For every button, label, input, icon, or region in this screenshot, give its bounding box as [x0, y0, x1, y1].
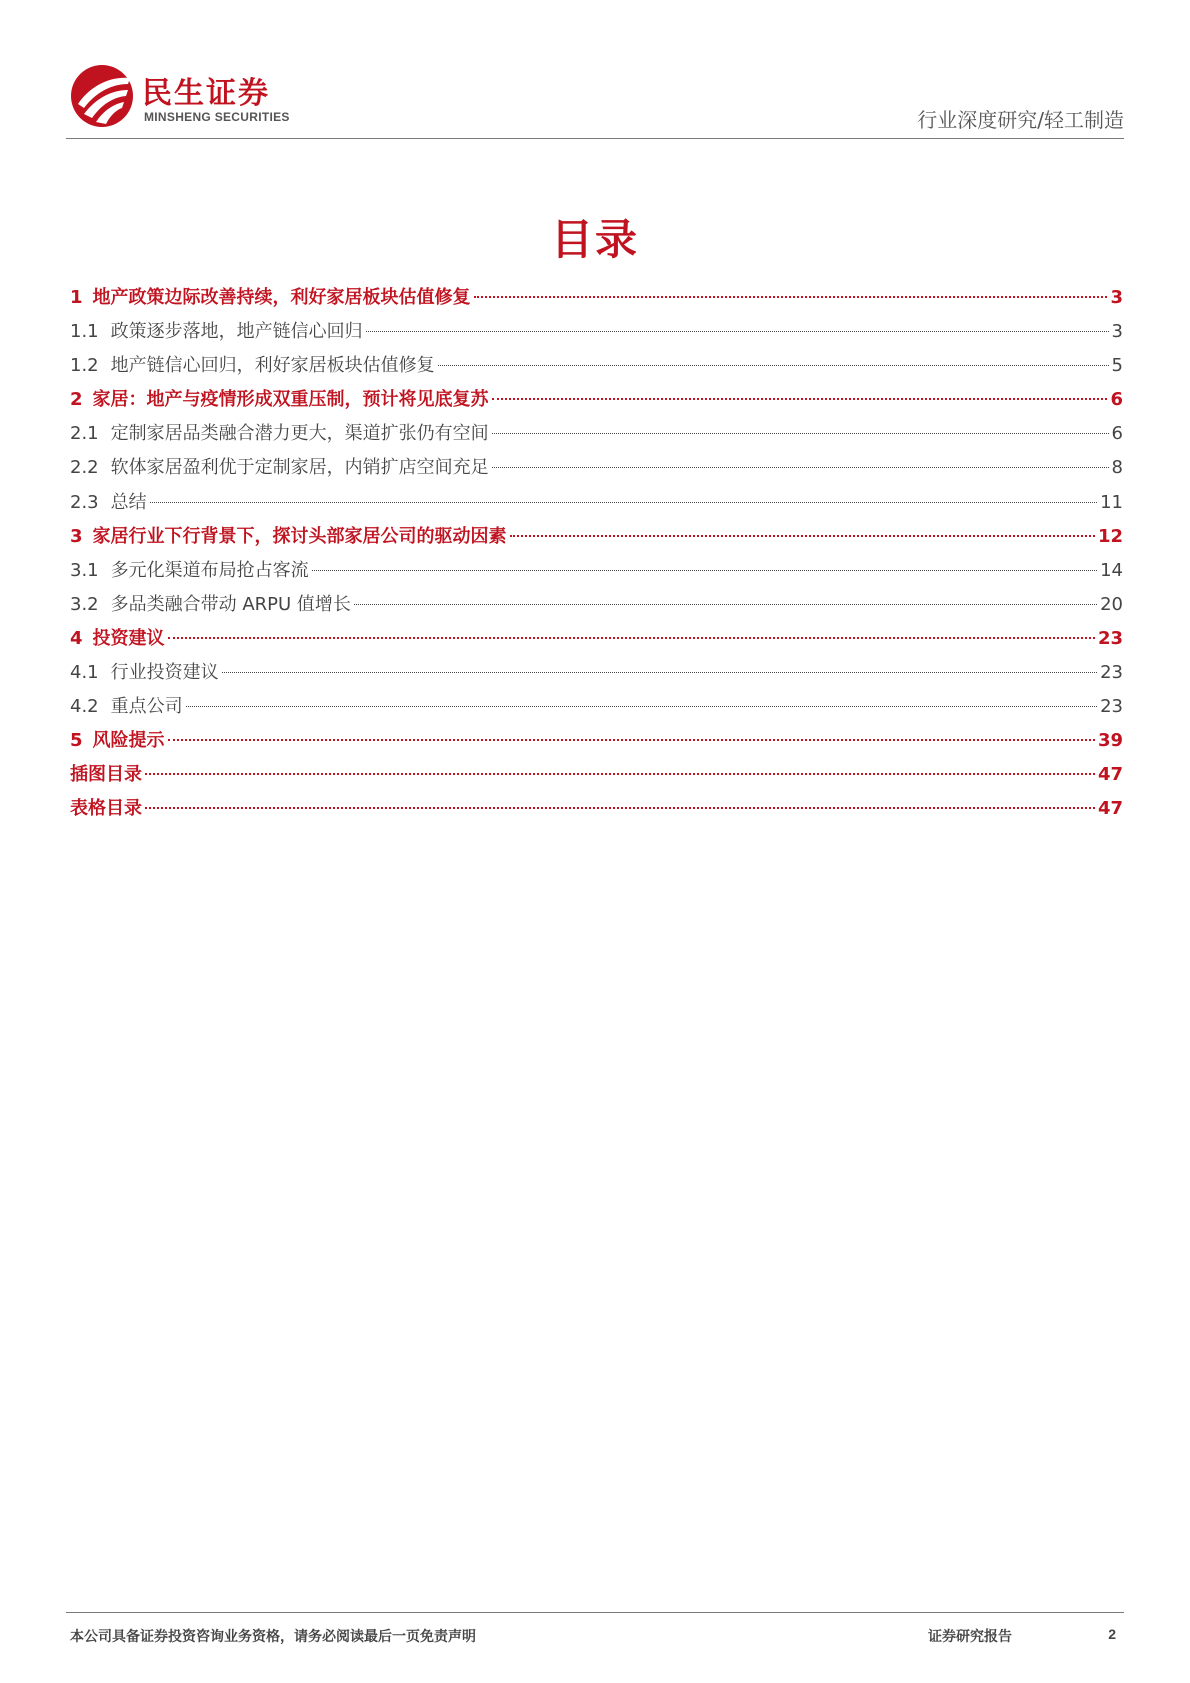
- toc-entry[interactable]: [70, 320, 1123, 354]
- toc-entry-page: 5: [1111, 355, 1123, 377]
- toc-entry-text: 定制家居品类融合潜力更大，渠道扩张仍有空间: [110, 423, 489, 445]
- toc-leader-dots: [492, 398, 1108, 400]
- toc-entry-number: 2: [70, 389, 83, 411]
- toc-entry-page: 20: [1100, 593, 1123, 615]
- toc-entry-page: 23: [1100, 696, 1123, 718]
- toc-leader-dots: [474, 296, 1108, 298]
- toc-entry-text: 投资建议: [92, 627, 165, 649]
- toc-entry[interactable]: [70, 627, 1123, 661]
- toc-entry-text: 总结: [110, 491, 147, 513]
- toc-entry-text: 家居：地产与疫情形成双重压制，预计将见底复苏: [92, 389, 489, 411]
- toc-leader-dots: [492, 467, 1109, 468]
- report-category: 行业深度研究/轻工制造: [917, 108, 1124, 132]
- toc-entry-text: 多元化渠道布局抢占客流: [110, 559, 309, 581]
- toc-entry[interactable]: [70, 456, 1123, 490]
- toc-entry-page: 11: [1100, 491, 1123, 513]
- toc-leader-dots: [354, 604, 1097, 605]
- toc-entry[interactable]: [70, 695, 1123, 729]
- toc-entry-number: 3.2: [70, 593, 99, 615]
- toc-entry[interactable]: [70, 354, 1123, 388]
- toc-entry-number: 1: [70, 287, 83, 308]
- toc-entry[interactable]: [70, 763, 1123, 797]
- toc-leader-dots: [438, 365, 1109, 366]
- toc-entry[interactable]: [70, 729, 1123, 763]
- toc-entry-page: 12: [1097, 525, 1123, 547]
- toc-leader-dots: [222, 672, 1097, 673]
- toc-entry[interactable]: [70, 491, 1123, 525]
- toc-entry[interactable]: [70, 593, 1123, 627]
- toc-entry[interactable]: [70, 797, 1123, 831]
- toc-leader-dots: [145, 773, 1095, 775]
- toc-entry-number: 5: [70, 730, 83, 752]
- toc-leader-dots: [312, 570, 1097, 571]
- footer-report-type: 证券研究报告: [928, 1629, 1012, 1645]
- toc-entry-text: 重点公司: [110, 696, 183, 718]
- toc-entry-number: 4.1: [70, 662, 99, 684]
- toc-entry-page: 39: [1097, 730, 1123, 752]
- brand-name-en: MINSHENG SECURITIES: [144, 110, 290, 124]
- toc-entry-page: 8: [1111, 457, 1123, 479]
- toc-entry-number: 1.2: [70, 355, 99, 377]
- toc-entry-text: 多品类融合带动 ARPU 值增长: [110, 593, 351, 615]
- toc-entry-page: 47: [1097, 798, 1123, 820]
- toc-entry-number: 2.2: [70, 457, 99, 479]
- toc-leader-dots: [492, 433, 1109, 434]
- toc-leader-dots: [145, 807, 1095, 809]
- toc-entry-page: 23: [1100, 662, 1123, 684]
- footer-rule: [66, 1612, 1124, 1613]
- minsheng-logo-icon: [70, 64, 134, 128]
- toc-entry-text: 软体家居盈利优于定制家居，内销扩店空间充足: [110, 457, 489, 479]
- toc-entry-number: 3: [70, 525, 83, 547]
- toc-entry-number: 4: [70, 627, 83, 649]
- toc-leader-dots: [186, 706, 1097, 707]
- toc-leader-dots: [510, 535, 1095, 537]
- toc-entry-page: 3: [1110, 287, 1123, 308]
- toc-entry-number: 1.1: [70, 321, 99, 343]
- toc-entry-page: 6: [1110, 389, 1123, 411]
- footer-disclaimer: 本公司具备证券投资咨询业务资格，请务必阅读最后一页免责声明: [70, 1629, 476, 1645]
- toc-entry[interactable]: [70, 525, 1123, 559]
- toc-entry-page: 47: [1097, 764, 1123, 786]
- toc-entry-page: 23: [1097, 627, 1123, 649]
- toc-title: 目录: [550, 215, 639, 264]
- toc-entry-page: 6: [1111, 423, 1123, 445]
- toc-leader-dots: [150, 502, 1097, 503]
- brand-name-cn: 民生证券: [142, 76, 270, 111]
- toc-leader-dots: [168, 739, 1095, 741]
- toc-entry-number: 4.2: [70, 696, 99, 718]
- page-header: [66, 52, 1124, 139]
- toc-entry-number: 3.1: [70, 559, 99, 581]
- table-of-contents: [70, 286, 1123, 832]
- toc-entry-number: 2.3: [70, 491, 99, 513]
- toc-entry-text: 政策逐步落地，地产链信心回归: [110, 321, 363, 343]
- toc-entry[interactable]: [70, 559, 1123, 593]
- toc-entry-number: 2.1: [70, 423, 99, 445]
- toc-entry-text: 风险提示: [92, 730, 165, 752]
- footer-page-number: 2: [1108, 1626, 1116, 1642]
- toc-leader-dots: [366, 331, 1109, 332]
- toc-entry-text: 地产链信心回归，利好家居板块估值修复: [110, 355, 435, 377]
- toc-entry-page: 14: [1100, 559, 1123, 581]
- toc-entry-text: 表格目录: [70, 798, 142, 820]
- toc-entry[interactable]: [70, 388, 1123, 422]
- toc-entry-text: 地产政策边际改善持续，利好家居板块估值修复: [92, 287, 471, 308]
- toc-entry[interactable]: [70, 286, 1123, 320]
- toc-leader-dots: [168, 637, 1095, 639]
- toc-entry[interactable]: [70, 661, 1123, 695]
- toc-entry-text: 行业投资建议: [110, 662, 219, 684]
- toc-entry-text: 插图目录: [70, 764, 142, 786]
- toc-entry-text: 家居行业下行背景下，探讨头部家居公司的驱动因素: [92, 525, 507, 547]
- toc-entry[interactable]: [70, 422, 1123, 456]
- toc-entry-page: 3: [1111, 321, 1123, 343]
